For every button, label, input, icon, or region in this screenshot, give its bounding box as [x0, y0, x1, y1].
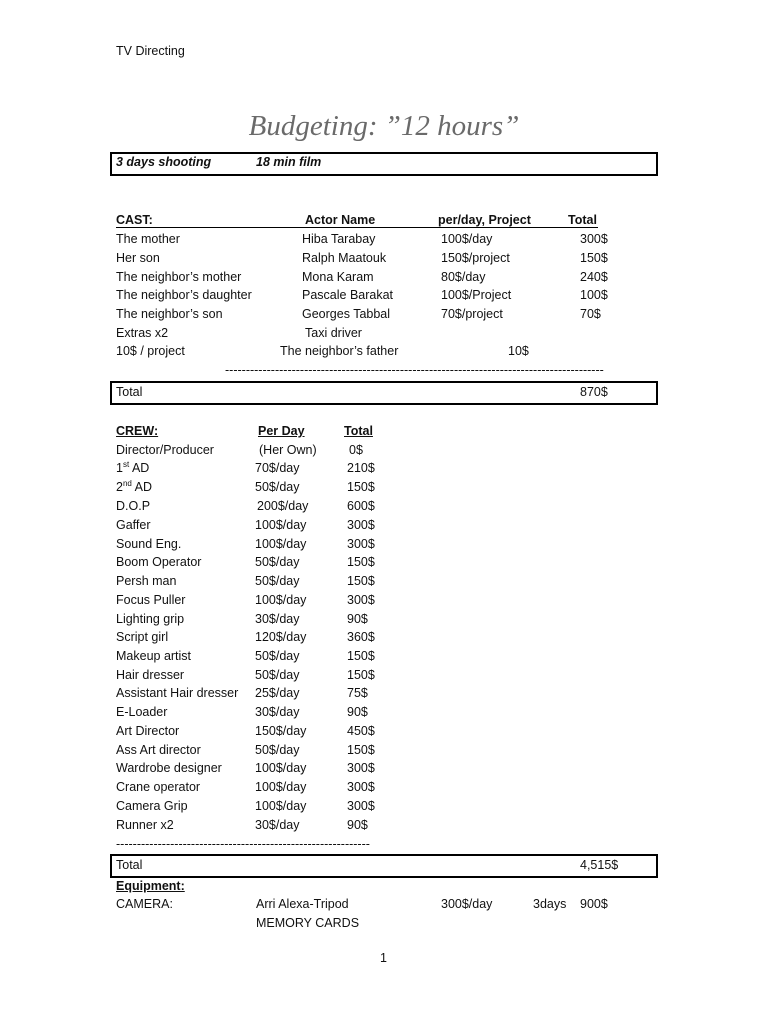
cast-actor: Mona Karam: [302, 270, 374, 284]
cast-total-label: Total: [116, 385, 143, 399]
crew-rate: 50$/day: [255, 743, 300, 757]
crew-role: Crane operator: [116, 780, 201, 794]
cast-total: 100$: [580, 288, 608, 302]
cast-total: 240$: [580, 270, 608, 284]
cast-actor: Pascale Barakat: [302, 288, 394, 302]
equipment-heading: Equipment:: [116, 879, 185, 893]
crew-rate: 30$/day: [255, 705, 300, 719]
cast-actor: Georges Tabbal: [302, 307, 391, 321]
crew-total: 360$: [347, 630, 375, 644]
crew-rate: 120$/day: [255, 630, 307, 644]
crew-role: Focus Puller: [116, 593, 186, 607]
crew-role: D.O.P: [116, 499, 151, 513]
crew-total: 150$: [347, 668, 375, 682]
crew-role: Ass Art director: [116, 743, 201, 757]
crew-rate: 70$/day: [255, 461, 300, 475]
shooting-days: 3 days shooting: [116, 155, 212, 169]
camera-total: 900$: [580, 897, 608, 911]
cast-rate: 100$/day: [441, 232, 493, 246]
crew-role: Camera Grip: [116, 799, 188, 813]
crew-rate: 50$/day: [255, 480, 300, 494]
crew-rate: 50$/day: [255, 668, 300, 682]
crew-total: 300$: [347, 593, 375, 607]
crew-total: 300$: [347, 518, 375, 532]
crew-total: 300$: [347, 761, 375, 775]
extras-total: 10$: [508, 344, 529, 358]
cast-total-value: 870$: [580, 385, 608, 399]
crew-total-box: [110, 854, 658, 878]
crew-rate: 30$/day: [255, 818, 300, 832]
crew-total: 150$: [347, 649, 375, 663]
cast-role: The neighbor’s mother: [116, 270, 242, 284]
crew-total: 75$: [347, 686, 368, 700]
memory-cards: MEMORY CARDS: [256, 916, 360, 930]
crew-rate: 50$/day: [255, 574, 300, 588]
page-number: 1: [380, 951, 387, 965]
cast-actor: Hiba Tarabay: [302, 232, 376, 246]
crew-rate: 150$/day: [255, 724, 307, 738]
crew-rate: 100$/day: [255, 537, 307, 551]
crew-divider: -------------------------------------------------------------: [116, 837, 370, 851]
crew-total: 150$: [347, 574, 375, 588]
cast-col-total: Total: [568, 213, 597, 227]
crew-rate: 200$/day: [257, 499, 309, 513]
cast-role: The neighbor’s daughter: [116, 288, 252, 302]
crew-col-perday: Per Day: [258, 424, 305, 438]
camera-item: Arri Alexa-Tripod: [256, 897, 349, 911]
crew-total: 150$: [347, 480, 375, 494]
crew-role: Lighting grip: [116, 612, 185, 626]
extras-role: Extras x2: [116, 326, 169, 340]
crew-role: Runner x2: [116, 818, 174, 832]
crew-rate: 100$/day: [255, 518, 307, 532]
cast-total: 300$: [580, 232, 608, 246]
crew-rate: 100$/day: [255, 780, 307, 794]
cast-role: The neighbor’s son: [116, 307, 223, 321]
crew-role: E-Loader: [116, 705, 168, 719]
extras-actor-2: The neighbor’s father: [280, 344, 399, 358]
crew-role: Wardrobe designer: [116, 761, 222, 775]
crew-role-2nd-ad: 2nd AD: [116, 478, 153, 494]
crew-total: 600$: [347, 499, 375, 513]
crew-role: Makeup artist: [116, 649, 192, 663]
crew-role: Boom Operator: [116, 555, 202, 569]
cast-rate: 70$/project: [441, 307, 503, 321]
crew-rate: 50$/day: [255, 555, 300, 569]
crew-total: 300$: [347, 537, 375, 551]
crew-rate: 50$/day: [255, 649, 300, 663]
extras-actor: Taxi driver: [305, 326, 362, 340]
crew-role: Assistant Hair dresser: [116, 686, 239, 700]
crew-role: Persh man: [116, 574, 177, 588]
crew-role: Script girl: [116, 630, 169, 644]
cast-heading: CAST:: [116, 213, 153, 227]
crew-heading: CREW:: [116, 424, 159, 438]
crew-role: Director/Producer: [116, 443, 214, 457]
crew-rate: 100$/day: [255, 593, 307, 607]
cast-total: 150$: [580, 251, 608, 265]
camera-label: CAMERA:: [116, 897, 173, 911]
crew-total: 300$: [347, 780, 375, 794]
cast-role: The mother: [116, 232, 180, 246]
crew-total: 150$: [347, 743, 375, 757]
crew-role: Sound Eng.: [116, 537, 182, 551]
crew-col-total: Total: [344, 424, 373, 438]
cast-total: 70$: [580, 307, 601, 321]
cast-col-rate: per/day, Project: [438, 213, 531, 227]
crew-total-label: Total: [116, 858, 143, 872]
cast-divider: -------------------------------------------------------------------------------------------: [225, 363, 604, 377]
cast-rate: 100$/Project: [441, 288, 512, 302]
cast-rate: 150$/project: [441, 251, 510, 265]
cast-role: Her son: [116, 251, 160, 265]
crew-rate: 25$/day: [255, 686, 300, 700]
crew-rate: 30$/day: [255, 612, 300, 626]
crew-total: 90$: [347, 612, 368, 626]
extras-rate: 10$ / project: [116, 344, 185, 358]
cast-rate: 80$/day: [441, 270, 486, 284]
crew-total-value: 4,515$: [580, 858, 619, 872]
crew-role: Gaffer: [116, 518, 151, 532]
crew-total: 150$: [347, 555, 375, 569]
crew-role: Hair dresser: [116, 668, 185, 682]
crew-rate: 100$/day: [255, 761, 307, 775]
crew-total: 0$: [349, 443, 363, 457]
film-length: 18 min film: [256, 155, 322, 169]
camera-rate: 300$/day: [441, 897, 493, 911]
crew-total: 450$: [347, 724, 375, 738]
crew-total: 300$: [347, 799, 375, 813]
cast-col-actor: Actor Name: [305, 213, 376, 227]
camera-days: 3days: [533, 897, 567, 911]
cast-total-box: [110, 381, 658, 405]
crew-rate: 100$/day: [255, 799, 307, 813]
page-title: Budgeting: ”12 hours”: [248, 110, 520, 142]
crew-role-1st-ad: 1st AD: [116, 459, 150, 475]
crew-total: 210$: [347, 461, 375, 475]
cast-actor: Ralph Maatouk: [302, 251, 387, 265]
running-header: TV Directing: [116, 44, 185, 58]
crew-total: 90$: [347, 818, 368, 832]
cast-header-underline: [116, 227, 598, 228]
crew-rate: (Her Own): [259, 443, 317, 457]
crew-role: Art Director: [116, 724, 180, 738]
crew-total: 90$: [347, 705, 368, 719]
